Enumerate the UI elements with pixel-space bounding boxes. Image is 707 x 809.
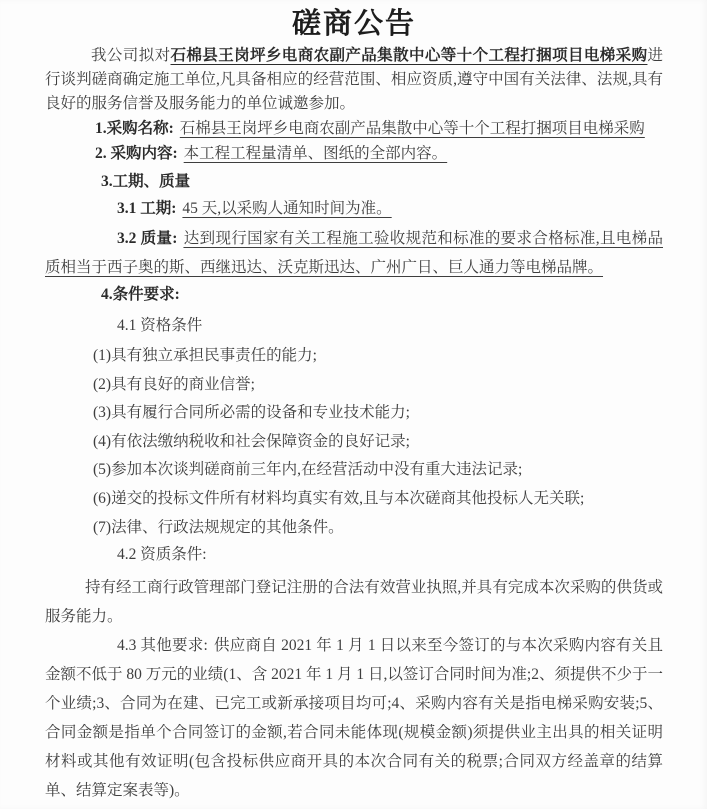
qualification-item-4: (4)有依法缴纳税收和社会保障资金的良好记录; xyxy=(93,432,410,450)
quality-label: 3.2 质量: xyxy=(117,230,178,247)
purchase-name-line xyxy=(95,116,663,141)
duration-line xyxy=(117,196,663,222)
intro-rest-text: 进行谈判磋商确定施工单位,凡具备相应的经营范围、相应资质,遵守中国有关法律、法规,具有良好的服务信誉及服务能力的单位诚邀参加。 xyxy=(45,47,663,112)
qualification-heading: 4.1 资格条件 xyxy=(117,317,203,334)
qualification-item-6: (6)递交的投标文件所有材料均真实有效,且与本次磋商其他投标人无关联; xyxy=(93,489,585,507)
qualification-item-7: (7)法律、行政法规规定的其他条件。 xyxy=(93,518,344,536)
purchase-content-value: 本工程工程量清单、图纸的全部内容。 xyxy=(183,145,448,162)
quality-paragraph xyxy=(45,224,663,282)
section4-heading: 4.条件要求: xyxy=(101,286,180,303)
qualification-item-2: (2)具有良好的商业信誉; xyxy=(93,375,255,393)
credential-paragraph: 持有经工商行政管理部门登记注册的合法有效营业执照,并具有完成本次采购的供货或服务能力。 xyxy=(45,579,663,626)
other-requirements-value: 供应商自 2021 年 1 月 1 日以来至今签订的与本次采购内容有关且金额不低于 80 万元的业绩(1、含 2021 年 1 月 1 日,以签订合同时间为准;2、须提供不少于一个业绩;3、合同为在建、已完工或新承接项目均可;4、采购内容有关是指电梯采购安装;5、合同金额是指单个合同签订的金额,若合同未能体现(规模金额)须提供业主出具的相关证明材料或其他有效证明(包含投标供应商开具的本次合同有关的税票;合同双方经盖章的结算单、结算定案表等)。 xyxy=(45,637,663,800)
intro-paragraph xyxy=(45,44,663,116)
purchase-content-label: 2. 采购内容: xyxy=(95,145,178,162)
document-title: 磋商公告 xyxy=(291,8,416,40)
duration-value: 45 天,以采购人通知时间为准。 xyxy=(182,200,392,217)
purchase-content-line xyxy=(95,141,663,166)
purchase-name-value: 石棉县王岗坪乡电商农副产品集散中心等十个工程打捆项目电梯采购 xyxy=(179,120,645,137)
intro-lead-text: 我公司拟对 xyxy=(91,47,171,64)
purchase-items-block xyxy=(45,116,663,166)
quality-value: 达到现行国家有关工程施工验收规范和标准的要求合格标准,且电梯品质相当于西子奥的斯、西继迅达、沃克斯迅达、广州广日、巨人通力等电梯品牌。 xyxy=(45,230,663,276)
other-requirements-label: 4.3 其他要求: xyxy=(117,637,208,655)
qualification-item-1: (1)具有独立承担民事责任的能力; xyxy=(93,347,317,364)
section3-heading: 3.工期、质量 xyxy=(101,173,191,190)
qualification-item-3: (3)具有履行合同所必需的设备和专业技术能力; xyxy=(93,404,410,422)
duration-label: 3.1 工期: xyxy=(117,200,177,217)
other-requirements-paragraph xyxy=(45,631,663,805)
intro-project-name-emphasis: 石棉县王岗坪乡电商农副产品集散中心等十个工程打捆项目电梯采购 xyxy=(170,47,648,64)
qualification-item-5: (5)参加本次谈判磋商前三年内,在经营活动中没有重大违法记录; xyxy=(93,461,523,479)
purchase-name-label: 1.采购名称: xyxy=(95,120,174,137)
qualification-list xyxy=(45,342,663,542)
credential-heading: 4.2 资质条件: xyxy=(117,546,207,564)
